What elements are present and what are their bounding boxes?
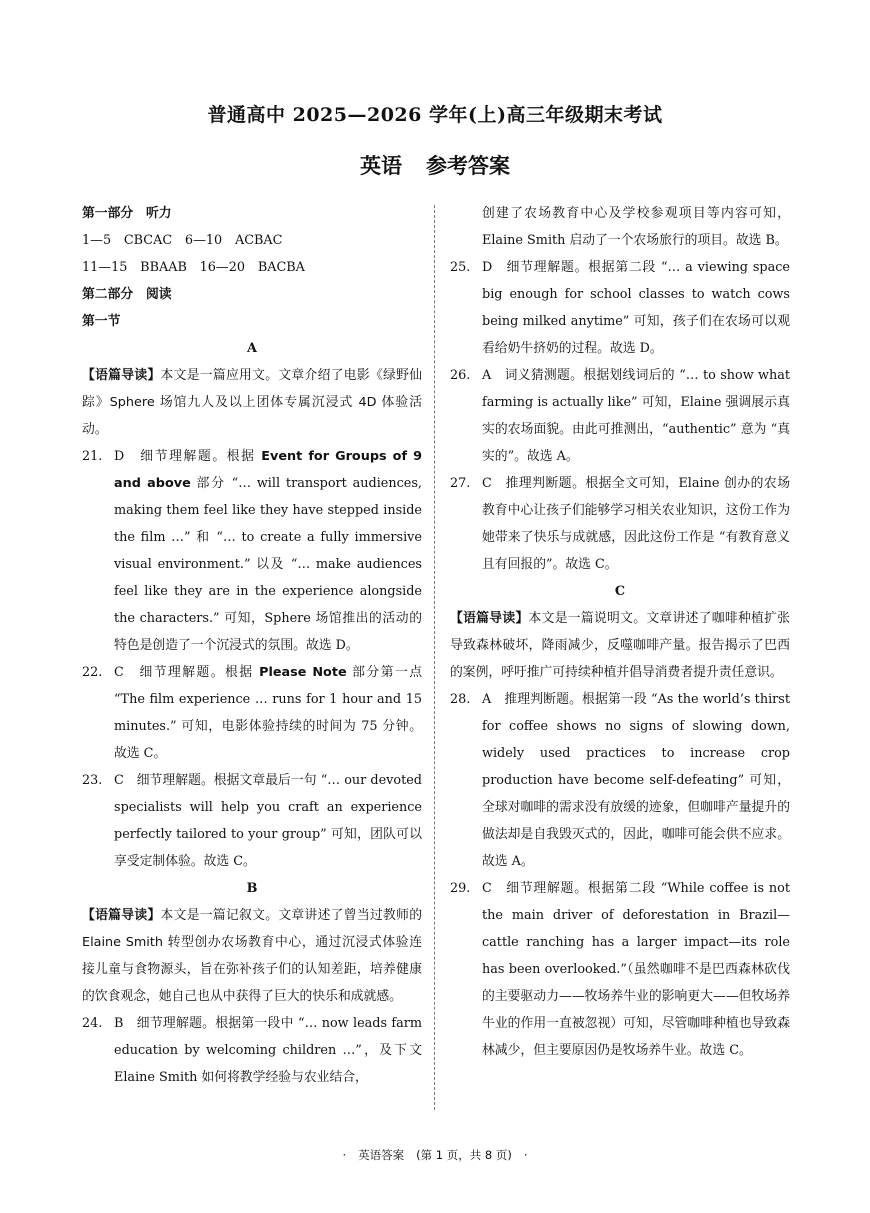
part1-heading: 第一部分 听力 xyxy=(82,206,172,221)
question-number: 29. xyxy=(450,881,471,896)
column-divider xyxy=(434,205,435,1110)
answer-24-continued xyxy=(450,200,790,254)
keyword: Please Note xyxy=(259,665,347,680)
passage-c-guide xyxy=(450,605,790,686)
listening-answers-1: 1—5 CBCAC 6—10 ACBAC xyxy=(82,233,283,248)
answer-text: A 推理判断题。根据第一段 “As the world’s thirst for coffee shows no signs of slowing down, widely used practices to increase crop production have become self-defeating” 可知，全球对咖啡的需求没有放缓的迹象，但咖啡产量提升的做法却是自我毁灭式的，因此，咖啡可能会供不应求。故选 A。 xyxy=(482,692,790,869)
answer-23 xyxy=(82,767,422,875)
guide-tag: 【语篇导读】 xyxy=(82,368,161,383)
page-subtitle xyxy=(0,150,870,180)
answer-22 xyxy=(82,659,422,767)
guide-tag: 【语篇导读】 xyxy=(82,908,161,923)
answer-key-label: 参考答案 xyxy=(426,153,510,178)
answer-text: C 细节理解题。根据文章最后一句 “… our devoted specialists will help you craft an experience perfectly tailored to your group” 可知，团队可以享受定制体验。故选 C。 xyxy=(114,773,422,869)
page-footer xyxy=(0,1147,870,1163)
question-number: 24. xyxy=(82,1016,103,1031)
answer-21 xyxy=(82,443,422,659)
listening-answers-2: 11—15 BBAAB 16—20 BACBA xyxy=(82,260,305,275)
answer-text: B 细节理解题。根据第一段中 “… now leads farm education by welcoming children …”，及下文 Elaine Smith 如何将教学经验与农业结合， xyxy=(114,1016,422,1085)
answer-text: 创建了农场教育中心及学校参观项目等内容可知，Elaine Smith 启动了一个农场旅行的项目。故选 B。 xyxy=(482,206,790,248)
answer-text: C 细节理解题。根据 xyxy=(114,665,260,680)
subject-label: 英语 xyxy=(360,153,402,178)
question-number: 21. xyxy=(82,449,103,464)
passage-a-heading: A xyxy=(247,341,257,356)
passage-c-heading: C xyxy=(614,584,626,599)
question-number: 27. xyxy=(450,476,471,491)
keyword: Event for Groups of 9 and above xyxy=(114,449,423,491)
answer-text: C 推理判断题。根据全文可知，Elaine 创办的农场教育中心让孩子们能够学习相关农业知识，这份工作为她带来了快乐与成就感，因此这份工作是 “有教育意义且有回报的”。故选 C。 xyxy=(482,476,790,572)
answer-text: D 细节理解题。根据 xyxy=(114,449,262,464)
answer-24 xyxy=(82,1010,422,1091)
page-title: 普通高中 2025—2026 学年(上)高三年级期末考试 xyxy=(207,104,663,126)
guide-tag: 【语篇导读】 xyxy=(450,611,529,626)
section1-heading: 第一节 xyxy=(82,314,121,329)
answer-29 xyxy=(450,875,790,1064)
left-column xyxy=(82,200,422,1091)
answer-text: D 细节理解题。根据第二段 “… a viewing space big enough for school classes to watch cows being milked anytime” 可知，孩子们在农场可以观看给奶牛挤奶的过程。故选 D。 xyxy=(482,260,790,356)
question-number: 25. xyxy=(450,260,471,275)
answer-27 xyxy=(450,470,790,578)
footer-dot: · xyxy=(523,1148,528,1162)
answer-text: C 细节理解题。根据第二段 “While coffee is not the main driver of deforestation in Brazil—cattle ranching has a larger impact—its role has been overlooked.”（虽然咖啡不是巴西森林砍伐的主要驱动力——牧场养牛业的影响更大——但牧场养牛业的作用一直被忽视）可知，尽管咖啡种植也导致森林减少，但主要原因仍是牧场养牛业。故选 C。 xyxy=(482,881,790,1058)
footer-page-number: (第 1 页，共 8 页) xyxy=(416,1148,512,1162)
passage-b-guide xyxy=(82,902,422,1010)
answer-text: 部分 “… will transport audiences, making them feel like they have stepped inside the film …” 和 “… to create a fully immersive visual environment.” 以及 “… make audiences feel like they are in the experience alongside the characters.” 可知，Sphere 场馆推出的活动的特色是创造了一个沉浸式的氛围。故选 D。 xyxy=(114,476,422,653)
footer-dot: · xyxy=(342,1148,347,1162)
question-number: 22. xyxy=(82,665,103,680)
answer-text: A 词义猜测题。根据划线词后的 “… to show what farming is actually like” 可知，Elaine 强调展示真实的农场面貌。由此可推测出，“authentic” 意为 “真实的”。故选 A。 xyxy=(482,368,790,464)
footer-label: 英语答案 xyxy=(358,1148,405,1162)
answer-26 xyxy=(450,362,790,470)
question-number: 23. xyxy=(82,773,103,788)
answer-text: 部分第一点 “The film experience … runs for 1 hour and 15 minutes.” 可知，电影体验持续的时间为 75 分钟。故选 C。 xyxy=(114,665,422,761)
guide-text: 本文是一篇记叙文。文章讲述了曾当过教师的 Elaine Smith 转型创办农场教育中心，通过沉浸式体验连接儿童与食物源头，旨在弥补孩子们的认知差距，培养健康的饮食观念，她自己也从中获得了巨大的快乐和成就感。 xyxy=(82,908,423,1004)
part2-heading: 第二部分 阅读 xyxy=(82,287,172,302)
question-number: 26. xyxy=(450,368,471,383)
answer-25 xyxy=(450,254,790,362)
right-column xyxy=(450,200,790,1064)
question-number: 28. xyxy=(450,692,471,707)
passage-b-heading: B xyxy=(246,881,258,896)
guide-text: 本文是一篇应用文。文章介绍了电影《绿野仙踪》Sphere 场馆九人及以上团体专属沉浸式 4D 体验活动。 xyxy=(82,368,423,437)
passage-a-guide xyxy=(82,362,422,443)
guide-text: 本文是一篇说明文。文章讲述了咖啡种植扩张导致森林破坏，降雨减少，反噬咖啡产量。报告揭示了巴西的案例，呼吁推广可持续种植并倡导消费者提升责任意识。 xyxy=(450,611,791,680)
answer-28 xyxy=(450,686,790,875)
